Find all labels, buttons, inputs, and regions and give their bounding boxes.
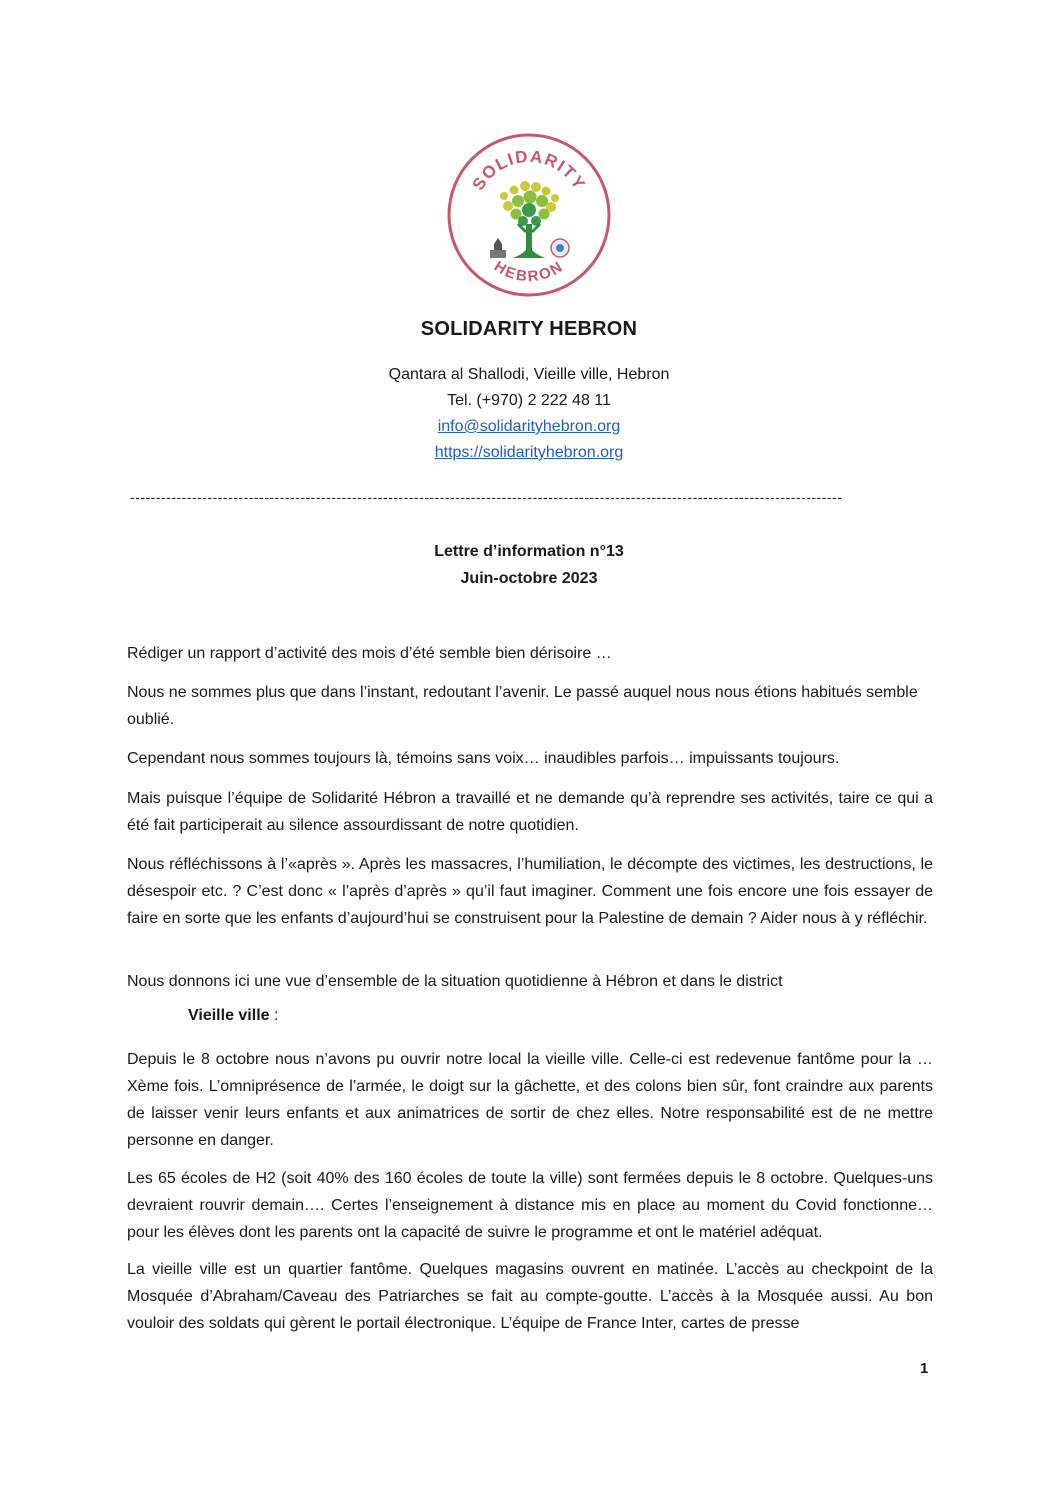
email-link[interactable]: info@solidarityhebron.org [437, 418, 621, 435]
paragraph-overview: Nous donnons ici une vue d’ensemble de la situation quotidienne à Hébron et dans le district [127, 973, 783, 990]
website-link[interactable]: https://solidarityhebron.org [434, 444, 624, 461]
logo-bottom-text: HEBRON [490, 257, 568, 286]
address: Qantara al Shallodi, Vieille ville, Hebron [388, 366, 670, 383]
paragraph-ghost-district: La vieille ville est un quartier fantôme. Quelques magasins ouvrent en matinée. L’accès au checkpoint de la Mosquée d’Abraham/Caveau des Patriarches se fait au compte-goutte. L’accès à la Mosquée aussi. Au bon vouloir des soldats qui gèrent le portail électronique. L’équipe de France Inter, cartes de presse [127, 1261, 933, 1332]
page-number: 1 [920, 1360, 929, 1377]
paragraph-team: Mais puisque l’équipe de Solidarité Hébron a travaillé et ne demande qu’à reprendre ses activités, taire ce qui a été fait participerait au silence assourdissant de notre quotidien. [127, 790, 933, 834]
logo-top-text: SOLIDARITY [468, 146, 590, 194]
section-heading-label: Vieille ville [188, 1007, 270, 1024]
phone-number: Tel. (+970) 2 222 48 11 [447, 392, 611, 409]
newsletter-title: Lettre d’information n°13 [434, 543, 624, 560]
paragraph-instant: Nous ne sommes plus que dans l’instant, redoutant l’avenir. Le passé auquel nous nous étions habitués semble oublié. [127, 684, 918, 728]
email-line [0, 414, 1058, 440]
solidarity-hebron-logo [446, 132, 612, 298]
dashed-divider: ------------------------------------------------------------------------------------------------------------------------------------------ [130, 489, 843, 505]
newsletter-period: Juin-octobre 2023 [460, 570, 598, 587]
paragraph-intro: Rédiger un rapport d’activité des mois d’été semble bien dérisoire … [127, 645, 612, 662]
section-heading-old-city [188, 1007, 278, 1025]
paragraph-schools: Les 65 écoles de H2 (soit 40% des 160 écoles de toute la ville) sont fermées depuis le 8 octobre. Quelques-uns devraient rouvrir demain…. Certes l’enseignement à distance mis en place au moment du Covid fonctionne…pour les élèves dont les parents ont la capacité de suivre le programme et ont le matériel adéquat. [127, 1170, 933, 1241]
section-heading-colon: : [269, 1007, 279, 1024]
paragraph-after: Nous réfléchissons à l’«après ». Après les massacres, l’humiliation, le décompte des victimes, les destructions, le désespoir etc. ? C’est donc « l’après d’après » qu’il faut imaginer. Comment une fois encore une fois essayer de faire en sorte que les enfants d’aujourd’hui se construisent pour la Palestine de demain ? Aider nous à y réfléchir. [127, 856, 933, 927]
paragraph-old-city: Depuis le 8 octobre nous n’avons pu ouvrir notre local la vieille ville. Celle-ci est redevenue fantôme pour la …Xème fois. L’omniprésence de l’armée, le doigt sur la gâchette, et des colons bien sûr, font craindre aux parents de laisser venir leurs enfants et aux animatrices de sortir de chez elles. Notre responsabilité est de ne mettre personne en danger. [127, 1051, 933, 1149]
paragraph-witnesses: Cependant nous sommes toujours là, témoins sans voix… inaudibles parfois… impuissants toujours. [127, 750, 840, 767]
org-name: SOLIDARITY HEBRON [420, 318, 638, 340]
website-line [0, 440, 1058, 466]
